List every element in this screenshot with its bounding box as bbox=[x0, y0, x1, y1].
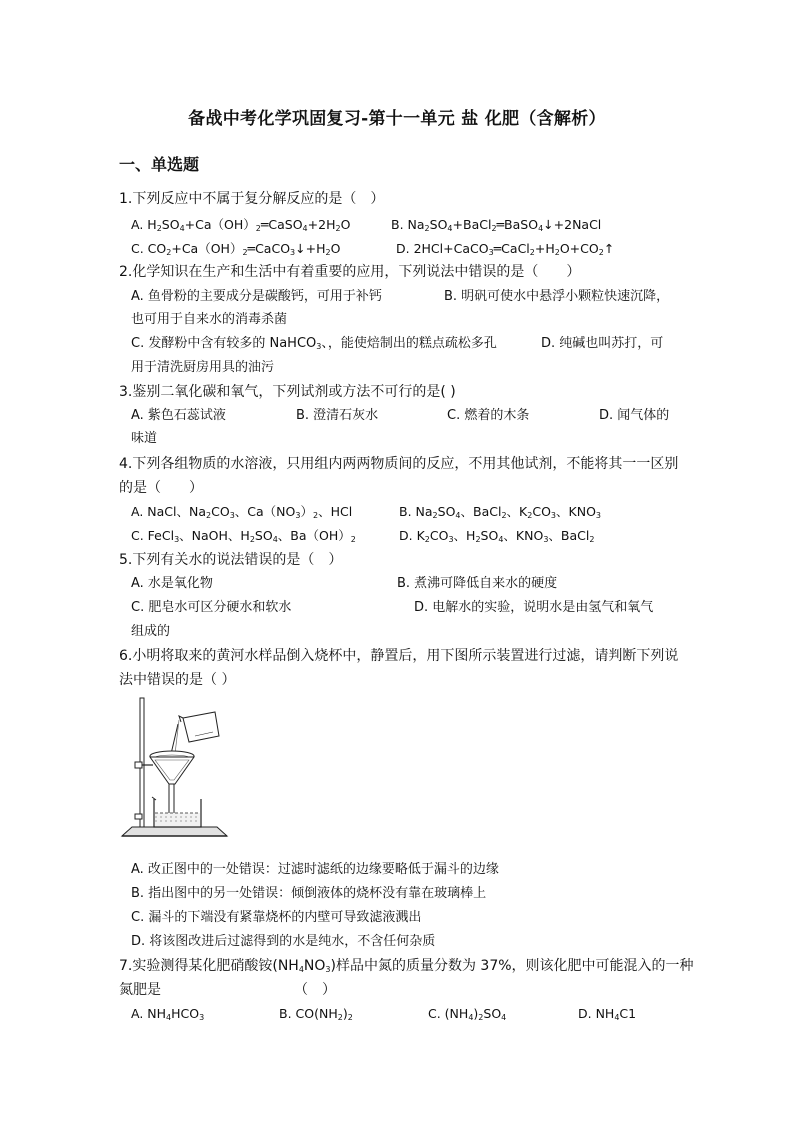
question-2-option-c[interactable]: C. 发酵粉中含有较多的 NaHCO$_3$、，能使焙制出的糕点疏松多孔 bbox=[131, 336, 497, 351]
question-3-option-d-cont: 味道 bbox=[131, 431, 158, 446]
question-6-stem-cont: 法中错误的是（ ） bbox=[119, 672, 236, 688]
question-7-option-b[interactable]: B. $CO(NH_2)_2$ bbox=[279, 1006, 353, 1022]
question-2-option-b[interactable]: B. 明矾可使水中悬浮小颗粒快速沉降， bbox=[444, 289, 670, 304]
question-6-option-a[interactable]: A. 改正图中的一处错误：过滤时滤纸的边缘要略低于漏斗的边缘 bbox=[131, 862, 499, 877]
question-5-option-d[interactable]: D. 电解水的实验，说明水是由氢气和氧气 bbox=[414, 600, 654, 615]
question-2-option-d-cont: 用于清洗厨房用具的油污 bbox=[131, 360, 275, 375]
question-6-option-c[interactable]: C. 漏斗的下端没有紧靠烧杯的内壁可导致滤液溅出 bbox=[131, 910, 422, 925]
question-6-option-b[interactable]: B. 指出图中的另一处错误：倾倒液体的烧杯没有靠在玻璃棒上 bbox=[131, 886, 487, 901]
question-1-option-b[interactable]: B. $Na_2SO_4+BaCl_2═BaSO_4↓+2NaCl$ bbox=[391, 217, 602, 233]
question-1-option-c[interactable]: C. $CO_2+Ca(OH)_2═CaCO_3↓+H_2O$ bbox=[131, 241, 341, 257]
question-7-stem: 7.实验测得某化肥硝酸铵$(NH_4NO_3)$样品中氮的质量分数为 37%，则该化肥中可能混入的一种 bbox=[119, 958, 694, 974]
question-1-stem: 1.下列反应中不属于复分解反应的是（ ） bbox=[119, 191, 385, 207]
question-1-option-d[interactable]: D. $2HCl+CaCO_3═CaCl_2+H_2O+CO_2↑$ bbox=[396, 241, 615, 257]
question-2-stem: 2.化学知识在生产和生活中有着重要的应用，下列说法中错误的是（ ） bbox=[119, 264, 581, 280]
question-5-option-a[interactable]: A. 水是氧化物 bbox=[131, 576, 213, 591]
question-7-option-a[interactable]: A. $NH_4HCO_3$ bbox=[131, 1006, 205, 1022]
question-1-option-a[interactable]: A. $H_2SO_4+Ca(OH)_2═CaSO_4+2H_2O$ bbox=[131, 217, 351, 233]
question-3-option-a[interactable]: A. 紫色石蕊试液 bbox=[131, 408, 226, 423]
question-4-stem-cont: 的是（ ） bbox=[119, 480, 203, 496]
question-7-stem-cont: 氮肥是 （ ） bbox=[119, 982, 336, 998]
filtration-apparatus-figure bbox=[119, 696, 239, 846]
question-7-option-d[interactable]: D. $NH_4C1$ bbox=[578, 1006, 637, 1022]
question-3-option-c[interactable]: C. 燃着的木条 bbox=[447, 408, 530, 423]
funnel-stem bbox=[169, 784, 174, 814]
question-4-option-c[interactable]: C. FeCl$_3$、NaOH、$H_2SO_4$、$Ba(OH)_2$ bbox=[131, 528, 356, 544]
question-4-option-d[interactable]: D. $K_2CO_3$、$H_2SO_4$、$KNO_3$、BaCl$_2$ bbox=[399, 528, 595, 544]
question-5-option-d-cont: 组成的 bbox=[131, 624, 171, 639]
question-2-option-b-cont: 也可用于自来水的消毒杀菌 bbox=[131, 312, 288, 327]
page-title: 备战中考化学巩固复习-第十一单元 盐 化肥（含解析） bbox=[188, 109, 606, 129]
question-2-option-d[interactable]: D. 纯碱也叫苏打，可 bbox=[541, 336, 664, 351]
question-4-stem: 4.下列各组物质的水溶液，只用组内两两物质间的反应，不用其他试剂，不能将其一一区别 bbox=[119, 456, 679, 472]
section-heading: 一、单选题 bbox=[119, 155, 200, 174]
question-5-stem: 5.下列有关水的说法错误的是（ ） bbox=[119, 552, 343, 568]
pouring-beaker bbox=[179, 712, 219, 742]
question-6-option-d[interactable]: D. 将该图改进后过滤得到的水是纯水，不含任何杂质 bbox=[131, 934, 436, 949]
question-3-option-d[interactable]: D. 闻气体的 bbox=[599, 408, 670, 423]
stand-base bbox=[122, 827, 227, 836]
question-2-option-a[interactable]: A. 鱼骨粉的主要成分是碳酸钙，可用于补钙 bbox=[131, 289, 382, 304]
question-3-option-b[interactable]: B. 澄清石灰水 bbox=[296, 408, 379, 423]
question-3-stem: 3.鉴别二氧化碳和氧气，下列试剂或方法不可行的是( ) bbox=[119, 384, 456, 400]
question-7-option-c[interactable]: C. $(NH_4)_2SO_4$ bbox=[428, 1006, 507, 1022]
question-5-option-c[interactable]: C. 肥皂水可区分硬水和软水 bbox=[131, 600, 292, 615]
question-6-stem: 6.小明将取来的黄河水样品倒入烧杯中，静置后，用下图所示装置进行过滤，请判断下列说 bbox=[119, 648, 679, 664]
question-4-option-b[interactable]: B. $Na_2SO_4$、BaCl$_2$、$K_2CO_3$、$KNO_3$ bbox=[399, 504, 601, 520]
question-4-option-a[interactable]: A. NaCl、$Na_2CO_3$、$Ca(NO_3)_2$、HCl bbox=[131, 504, 353, 520]
question-5-option-b[interactable]: B. 煮沸可降低自来水的硬度 bbox=[397, 576, 558, 591]
